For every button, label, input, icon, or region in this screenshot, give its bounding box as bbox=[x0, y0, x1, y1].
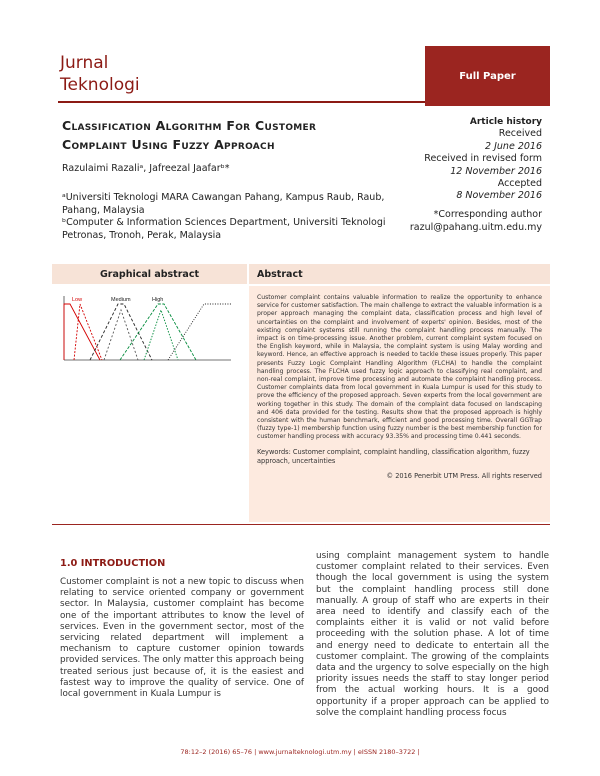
revised-date: 12 November 2016 bbox=[450, 165, 542, 177]
abstract-rule bbox=[52, 524, 550, 525]
copyright: © 2016 Penerbit UTM Press. All rights reserved bbox=[386, 471, 542, 480]
journal-name-line1: Jurnal bbox=[60, 53, 109, 73]
body-column-left: Customer complaint is not a new topic to discuss when relating to service oriented company or government sector. In Malaysia, customer complaint has become one of the important attributes to know the level of services. Even in the government sector, most of the servicing related department will implement a mechanism to capture customer opinion towards provided services. The only matter this approach being treated serious just because of, it is the easiest and fastest way to improve the quality of service. One of local government in Kuala Lumpur is bbox=[60, 577, 304, 700]
journal-name-line2: Teknologi bbox=[60, 75, 140, 95]
authors: Razulaimi Razaliᵃ, Jafreezal Jaafarᵇ* bbox=[62, 163, 230, 174]
abstract-heading: Abstract bbox=[249, 264, 550, 284]
accepted-label: Accepted bbox=[497, 178, 542, 190]
revised-label: Received in revised form bbox=[424, 153, 542, 165]
article-title bbox=[62, 116, 392, 154]
received-label: Received bbox=[498, 128, 542, 140]
label-low: Low bbox=[72, 297, 83, 303]
header-rule bbox=[58, 101, 425, 103]
affiliation-b: ᵇComputer & Information Sciences Department, Universiti Teknologi Petronas, Tronoh, Perak, Malaysia bbox=[62, 217, 386, 241]
title-line-2: Complaint Using Fuzzy Approach bbox=[62, 137, 275, 152]
corresponding-author bbox=[410, 208, 542, 234]
accepted-date: 8 November 2016 bbox=[456, 190, 542, 202]
section-heading-introduction: 1.0 INTRODUCTION bbox=[60, 558, 166, 569]
title-line-1: Classification Algorithm For Customer bbox=[62, 118, 317, 133]
received-date: 2 June 2016 bbox=[485, 140, 542, 152]
abstract-panel bbox=[249, 286, 550, 522]
article-history bbox=[424, 116, 542, 203]
figure-background bbox=[60, 290, 235, 366]
affiliation-a: ᵃUniversiti Teknologi MARA Cawangan Pahang, Kampus Raub, Raub, Pahang, Malaysia bbox=[62, 192, 385, 216]
corresponding-email[interactable]: razul@pahang.uitm.edu.my bbox=[409, 222, 542, 233]
membership-function-figure bbox=[60, 290, 235, 366]
history-heading: Article history bbox=[469, 117, 542, 127]
graphical-abstract-heading: Graphical abstract bbox=[52, 264, 247, 284]
label-medium: Medium bbox=[111, 297, 131, 303]
journal-logo bbox=[60, 52, 140, 96]
full-paper-badge: Full Paper bbox=[425, 46, 550, 106]
keywords: Keywords: Customer complaint, complaint handling, classification algorithm, fuzzy approach, uncertainties bbox=[257, 447, 530, 465]
corresponding-label: *Corresponding author bbox=[433, 209, 542, 220]
label-high: High bbox=[152, 297, 164, 303]
body-column-right: using complaint management system to handle customer complaint related to their services. Even though the local government is using the system but the complaint handling process still done manually. A group of staff who are experts in their area need to identify and classify each of the complaints either it is valid or not valid before proceeding with the solution phase. A lot of time and energy need to dedicate to entertain all the customer complaint. The growing of the complaints data and the urgency to solve especially on the high priority issues needs the staff to stay longer period from the actual working hours. It is a good opportunity if a proper approach can be applied to solve the complaint handling process focus bbox=[316, 551, 549, 718]
affiliations bbox=[62, 192, 392, 242]
abstract-text: Customer complaint contains valuable information to realize the opportunity to enhance service for customer satisfaction. The main challenge to extract the valuable information is a proper approach managing the complaint data, classification process and high level of uncertainties on the complaint and involvement of experts' opinion. Besides, most of the existing complaint systems still running the complaint handling process manually. The impact is on time-processing issue. Another problem, current complaint system focused on the English keyword, while in Malaysia, the complaint system is using Malay wording and keyword. Hence, an effective approach is needed to tackle these issues properly. This paper presents Fuzzy Logic Complaint Handling Algorithm (FLCHA) to handle the complaint handling process. The FLCHA used fuzzy logic approach to classifying real complaint, and non-real complaint, improve time processing and automate the complaint handling process. Customer complaints data from local government in Kuala Lumpur is used for this study to prove the efficiency of the proposed approach. Seven experts from the local government are working together in this study. The domain of the complaint data focused on landscaping and 406 data provided for the testing. Results show that the proposed approach is highly consistent with the human benchmark, efficient and good processing time. Overall GGTrap (fuzzy type-1) membership function using fuzzy number is the best membership function for customer handling process with accuracy 93.35% and processing time 0.441 seconds. bbox=[257, 294, 542, 441]
page-footer: 78:12–2 (2016) 65–76 | www.jurnalteknologi.utm.my | eISSN 2180–3722 | bbox=[180, 748, 420, 756]
